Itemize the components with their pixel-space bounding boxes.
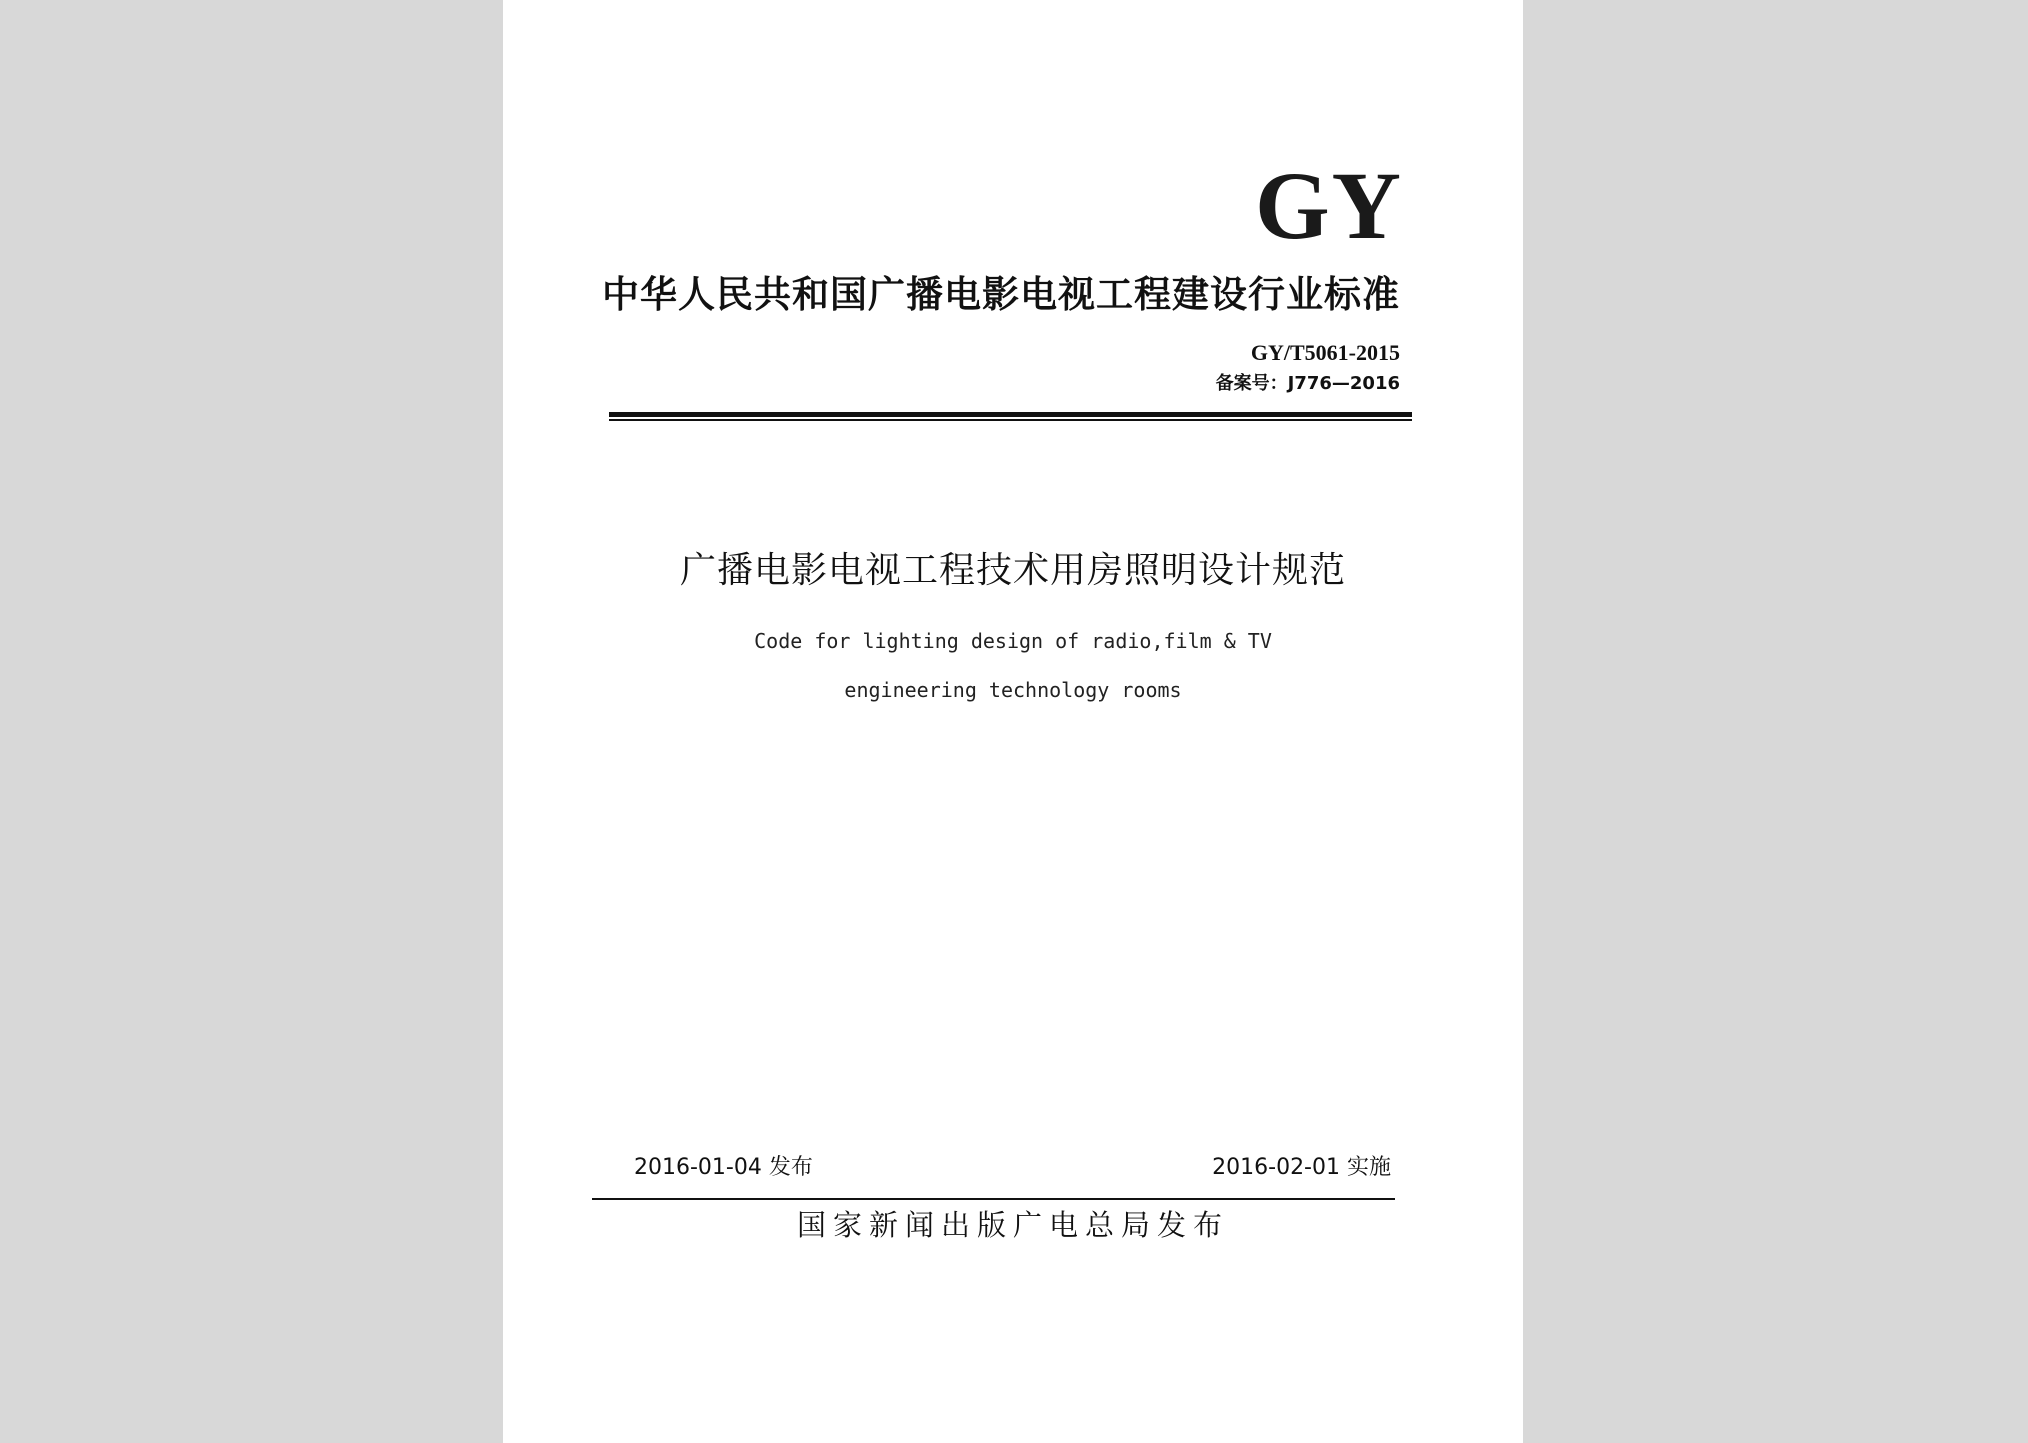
document-title-english-line-2: engineering technology rooms [844, 678, 1182, 702]
effective-date: 2016-02-01 实施 [1212, 1155, 1391, 1180]
standard-logo: GY [1255, 152, 1403, 259]
standard-number: GY/T5061-2015 [1250, 340, 1400, 365]
industry-standard-title: 中华人民共和国广播电影电视工程建设行业标准 [602, 273, 1400, 316]
publisher: 国家新闻出版广电总局发布 [796, 1208, 1229, 1242]
footer-divider [592, 1198, 1395, 1200]
issue-date: 2016-01-04 发布 [634, 1155, 813, 1180]
record-number: 备案号：J776—2016 [1215, 373, 1400, 394]
document-title-english-line-1: Code for lighting design of radio,film & TV [754, 629, 1272, 653]
document-page [503, 0, 1523, 1443]
document-title-chinese: 广播电影电视工程技术用房照明设计规范 [679, 550, 1346, 591]
header-divider-thin [609, 419, 1412, 421]
header-divider-thick [609, 412, 1412, 417]
